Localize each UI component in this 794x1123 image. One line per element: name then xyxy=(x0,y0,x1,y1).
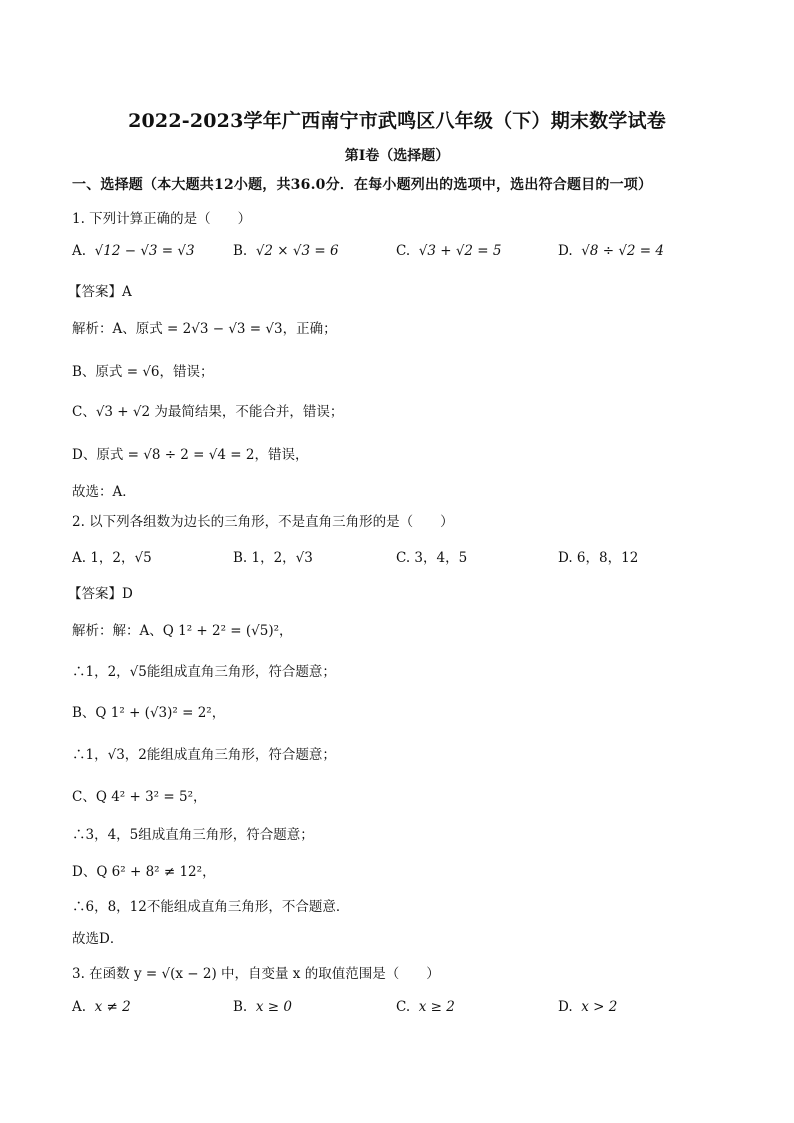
q1-analysis-line: D、原式 = √8 ÷ 2 = √4 = 2，错误， xyxy=(72,447,309,463)
q1-analysis-line: 解析：A、原式 = 2√3 − √3 = √3，正确； xyxy=(72,321,337,337)
q1-option-c: C. √3 + √2 = 5 xyxy=(396,243,502,259)
page-title: 2022-2023学年广西南宁市武鸣区八年级（下）期末数学试卷 xyxy=(128,110,666,132)
q2-option-a: A. 1，2，√5 xyxy=(72,550,152,566)
q2-analysis-line: D、Q 6² + 8² ≠ 12²， xyxy=(72,864,216,880)
question-2-stem: 2. 以下列各组数为边长的三角形，不是直角三角形的是（ ） xyxy=(72,514,454,530)
q1-analysis-line: B、原式 = √6，错误； xyxy=(72,364,214,380)
q2-analysis-line: C、Q 4² + 3² = 5²， xyxy=(72,789,207,805)
q1-option-a-math: √12 − √3 = √3 xyxy=(94,243,195,259)
q3-option-b: B. x ≥ 0 xyxy=(233,999,292,1015)
question-3-stem: 3. 在函数 y = √(x − 2) 中，自变量 x 的取值范围是（ ） xyxy=(72,966,440,982)
question-1-stem: 1. 下列计算正确的是（ ） xyxy=(72,211,252,227)
q3-option-a: A. x ≠ 2 xyxy=(72,999,131,1015)
q1-analysis-line: 故选：A． xyxy=(72,484,136,500)
q2-analysis-line: ∴1，2，√5能组成直角三角形，符合题意； xyxy=(72,664,336,680)
q1-answer: 【答案】A xyxy=(68,284,132,300)
q1-option-b-math: √2 × √3 = 6 xyxy=(255,243,339,259)
q1-option-a: A. √12 − √3 = √3 xyxy=(72,243,195,259)
q2-option-d: D. 6，8，12 xyxy=(558,550,639,566)
q1-analysis-line: C、√3 + √2 为最简结果，不能合并，错误； xyxy=(72,404,344,420)
q2-option-b: B. 1，2，√3 xyxy=(233,550,313,566)
q2-option-c: C. 3，4，5 xyxy=(396,550,468,566)
q2-analysis-line: ∴6，8，12不能组成直角三角形，不合题意． xyxy=(72,899,350,915)
q2-analysis-line: ∴3，4，5组成直角三角形，符合题意； xyxy=(72,827,314,843)
q3-option-d: D. x > 2 xyxy=(558,999,618,1015)
q2-answer: 【答案】D xyxy=(68,586,133,602)
q2-analysis-line: ∴1，√3，2能组成直角三角形，符合题意； xyxy=(72,747,336,763)
q2-analysis-line: B、Q 1² + (√3)² = 2²， xyxy=(72,705,226,721)
q1-option-b: B. √2 × √3 = 6 xyxy=(233,243,339,259)
section-heading: 一、选择题（本大题共12小题，共36.0分．在每小题列出的选项中，选出符合题目的一项） xyxy=(72,177,653,193)
q1-option-d-math: √8 ÷ √2 = 4 xyxy=(581,243,664,259)
q1-option-d: D. √8 ÷ √2 = 4 xyxy=(558,243,664,259)
q2-analysis-line: 故选D． xyxy=(72,931,124,947)
volume-subtitle: 第I卷（选择题） xyxy=(344,148,450,164)
q2-analysis-line: 解析：解：A、Q 1² + 2² = (√5)²， xyxy=(72,623,293,639)
q3-option-c: C. x ≥ 2 xyxy=(396,999,455,1015)
q1-option-c-math: √3 + √2 = 5 xyxy=(418,243,502,259)
